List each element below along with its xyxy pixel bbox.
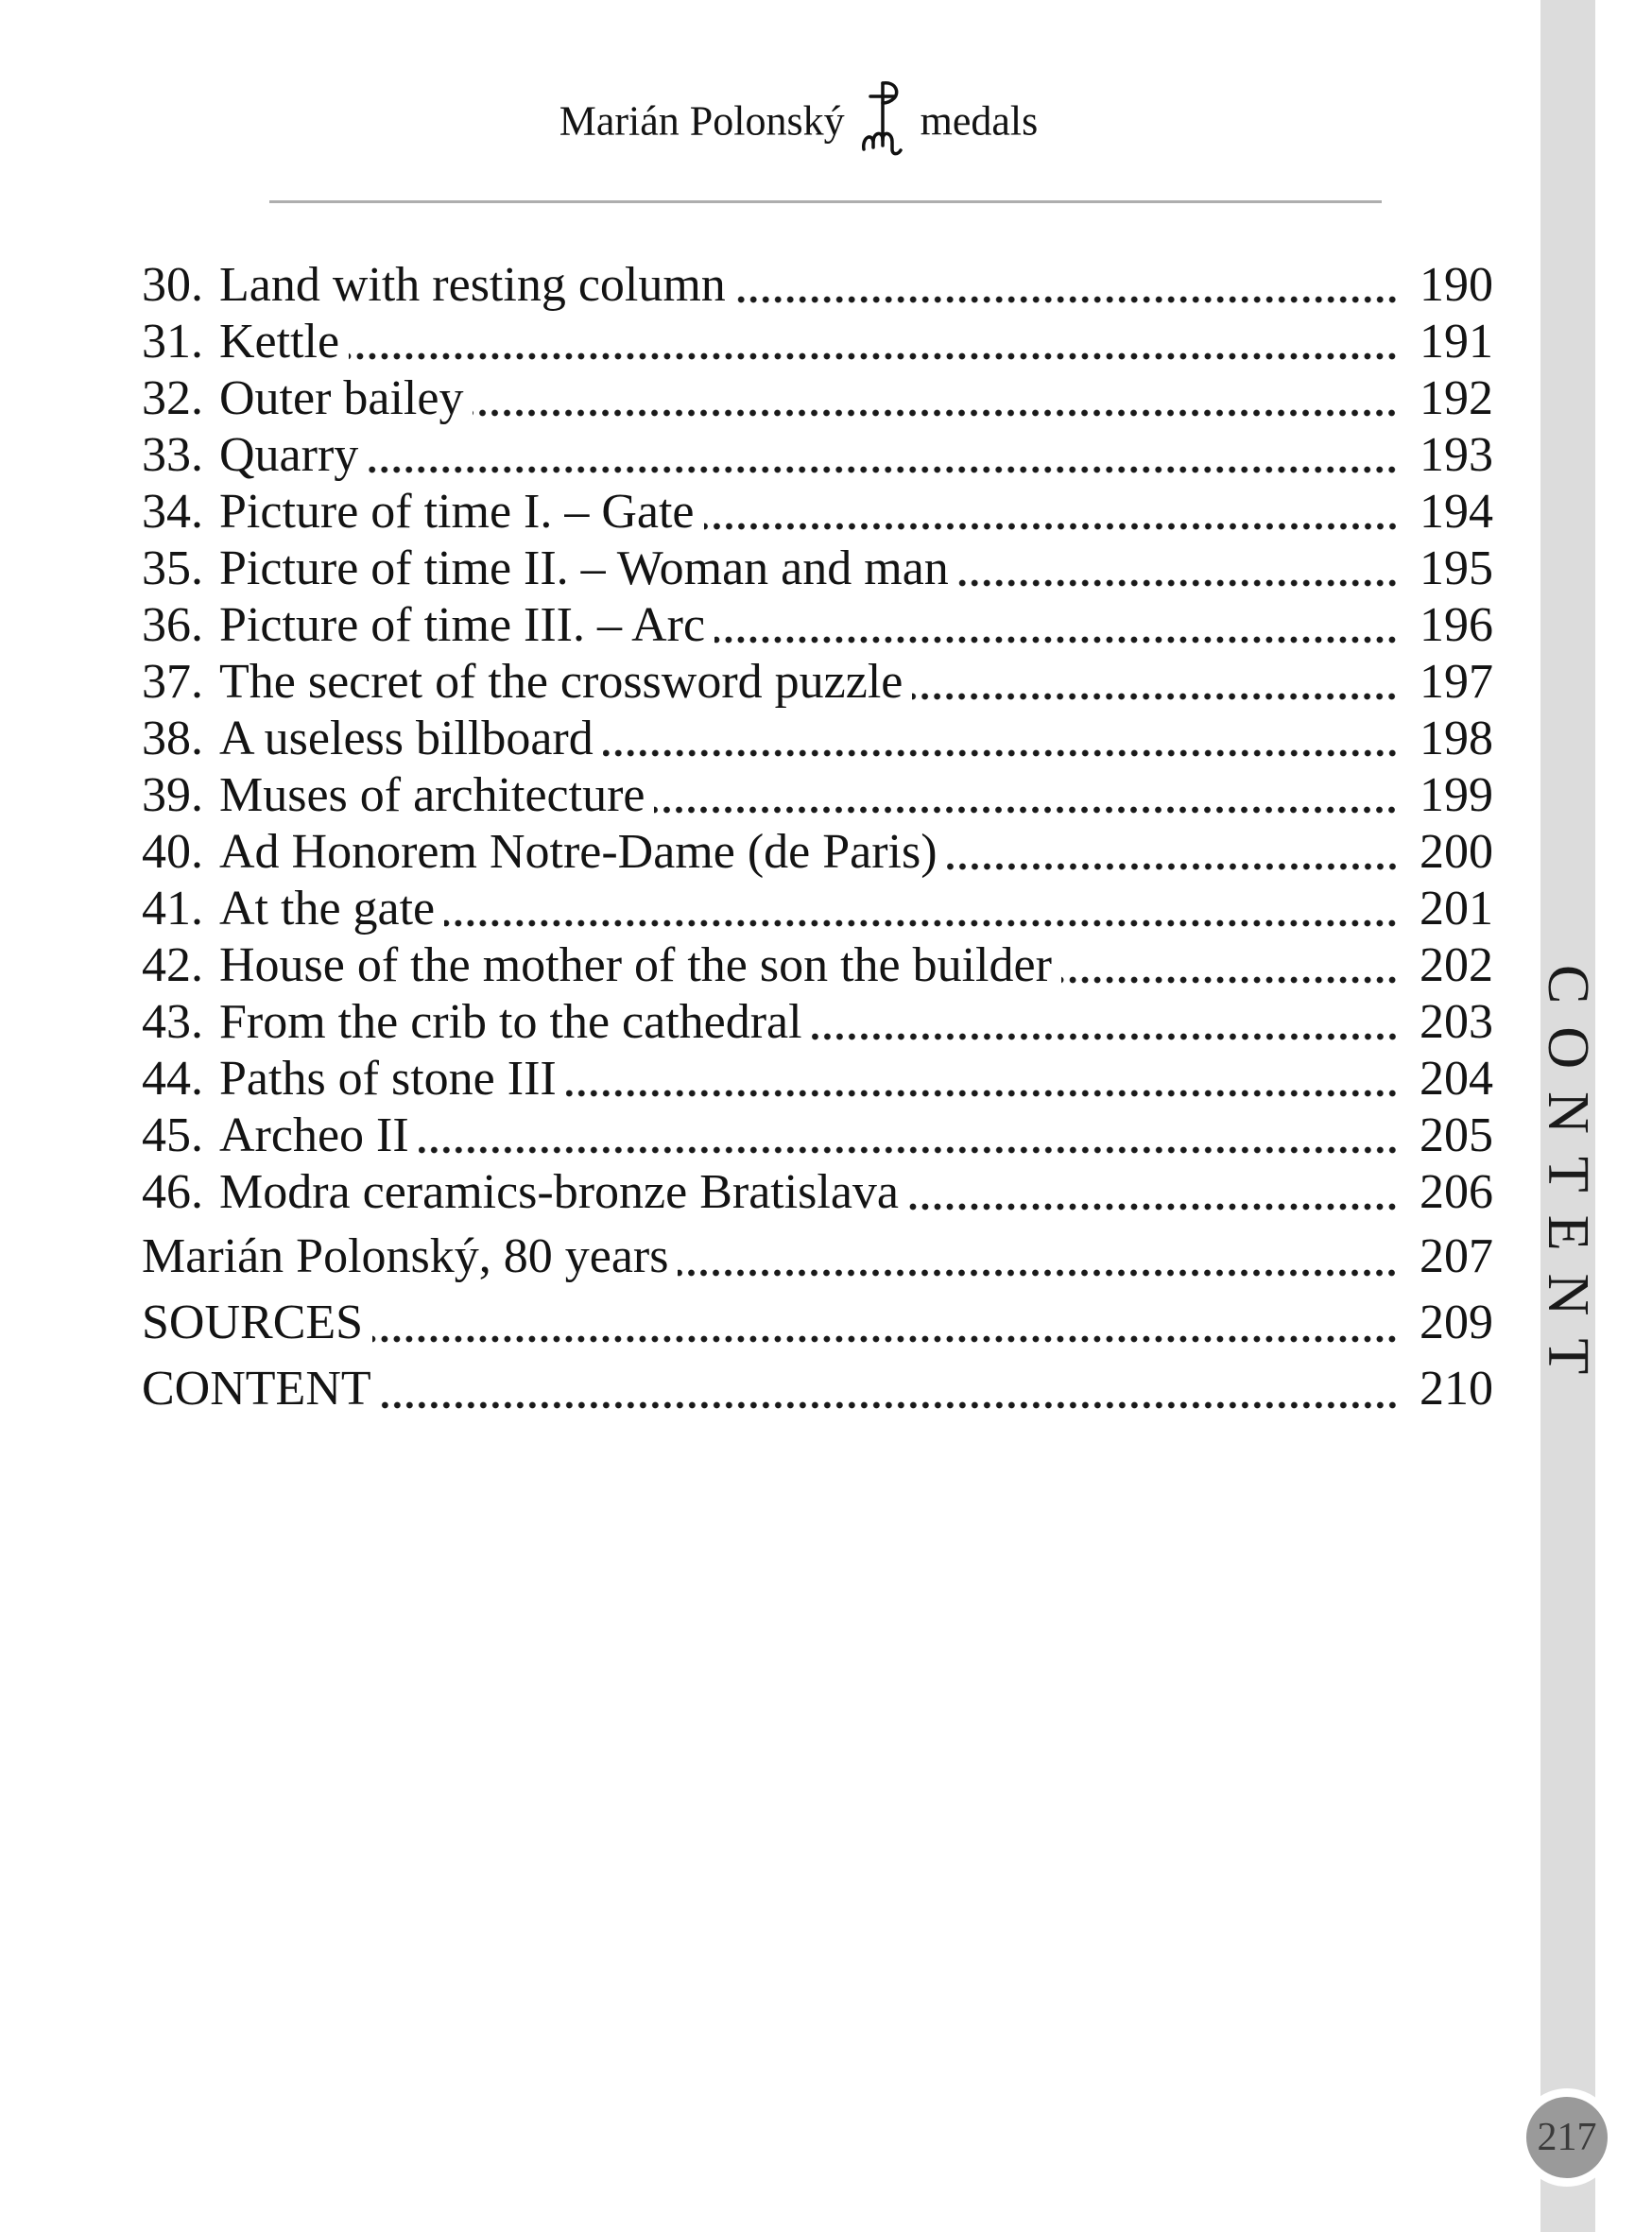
toc-entry-number: 33. [142, 428, 203, 482]
dot-leader [645, 767, 1402, 824]
dot-leader [903, 654, 1402, 711]
toc-entry-number: 35. [142, 541, 203, 595]
toc-entry-title: Picture of time III. – Arc [219, 598, 706, 652]
toc-entry [142, 654, 1493, 711]
toc-entry-title: Kettle [219, 315, 340, 369]
toc-entry-page: 201 [1420, 882, 1493, 936]
toc-entry [142, 1107, 1493, 1164]
toc-entry-page: 191 [1420, 315, 1493, 369]
toc-entry [142, 711, 1493, 767]
toc-entry-page: 200 [1420, 825, 1493, 879]
dot-leader [695, 484, 1402, 541]
toc-entry [142, 881, 1493, 937]
dot-leader [409, 1107, 1402, 1164]
dot-leader [949, 541, 1402, 597]
toc-entry-title: At the gate [219, 882, 436, 936]
toc-entry-title: Marián Polonský, 80 years [142, 1229, 669, 1283]
toc-extra-entry [142, 1359, 1493, 1419]
toc-entry [142, 994, 1493, 1051]
toc-entry-number: 36. [142, 598, 203, 652]
toc-entry-page: 204 [1420, 1052, 1493, 1106]
dot-leader [594, 711, 1402, 767]
toc-entry-page: 193 [1420, 428, 1493, 482]
toc-entry-page: 192 [1420, 371, 1493, 425]
page-header [0, 79, 1597, 163]
toc-entry-title: Outer bailey [219, 371, 464, 425]
toc-entry-number: 39. [142, 768, 203, 822]
toc-entry-title: From the crib to the cathedral [219, 995, 802, 1049]
toc-extra-entry [142, 1293, 1493, 1353]
dot-leader [899, 1164, 1402, 1221]
toc-entry-number: 40. [142, 825, 203, 879]
toc-entry [142, 257, 1493, 314]
toc-entry-title: Paths of stone III [219, 1052, 557, 1106]
toc-entry-title: Ad Honorem Notre-Dame (de Paris) [219, 825, 938, 879]
toc-entry-title: Archeo II [219, 1108, 409, 1162]
toc-entry-title: Quarry [219, 428, 359, 482]
dot-leader [339, 314, 1402, 370]
sidebar-vertical-label: CONTENT [1536, 965, 1600, 1398]
toc-list [142, 257, 1493, 1419]
toc-entry [142, 370, 1493, 427]
toc-entry-page: 197 [1420, 655, 1493, 709]
header-divider [269, 200, 1382, 203]
page-number-badge [1518, 2088, 1616, 2187]
toc-entry-number: 46. [142, 1165, 203, 1219]
toc-entry-number: 30. [142, 258, 203, 312]
toc-entry [142, 1051, 1493, 1107]
toc-entry-number: 41. [142, 882, 203, 936]
dot-leader [802, 994, 1402, 1051]
toc-entry-page: 209 [1420, 1296, 1493, 1349]
toc-entry-title: Modra ceramics-bronze Bratislava [219, 1165, 900, 1219]
polonsky-monogram-icon [858, 77, 907, 161]
toc-entry-page: 207 [1420, 1229, 1493, 1283]
toc-entry-title: SOURCES [142, 1296, 364, 1349]
dot-leader [705, 597, 1402, 654]
toc-entry-number: 45. [142, 1108, 203, 1162]
dot-leader [363, 1293, 1402, 1353]
toc-entry-page: 202 [1420, 938, 1493, 992]
dot-leader [463, 370, 1402, 427]
toc-entry [142, 314, 1493, 370]
dot-leader [668, 1227, 1402, 1287]
toc-entry-number: 43. [142, 995, 203, 1049]
toc-entry [142, 597, 1493, 654]
toc-extra-entry [142, 1227, 1493, 1287]
toc-entry-title: Picture of time II. – Woman and man [219, 541, 949, 595]
toc-entry-number: 44. [142, 1052, 203, 1106]
toc-entry-title: The secret of the crossword puzzle [219, 655, 903, 709]
toc-entry-page: 190 [1420, 258, 1493, 312]
header-author: Marián Polonský [559, 97, 845, 145]
toc-entry-number: 42. [142, 938, 203, 992]
toc-entry-title: House of the mother of the son the builder [219, 938, 1052, 992]
page-number: 217 [1537, 2116, 1597, 2159]
toc-entry-page: 199 [1420, 768, 1493, 822]
toc-entry-title: Land with resting column [219, 258, 726, 312]
toc-entry [142, 484, 1493, 541]
dot-leader [435, 881, 1402, 937]
toc-entry [142, 824, 1493, 881]
toc-entry-title: A useless billboard [219, 712, 594, 765]
dot-leader [557, 1051, 1402, 1107]
toc-entry-page: 210 [1420, 1362, 1493, 1416]
toc-entry-title: Muses of architecture [219, 768, 645, 822]
toc-entry-number: 32. [142, 371, 203, 425]
dot-leader [371, 1359, 1402, 1419]
toc-entry [142, 1164, 1493, 1221]
dot-leader [726, 257, 1402, 314]
toc-entry-page: 205 [1420, 1108, 1493, 1162]
toc-entry-page: 194 [1420, 485, 1493, 539]
toc-entry-number: 31. [142, 315, 203, 369]
dot-leader [358, 427, 1402, 484]
dot-leader [1052, 937, 1402, 994]
toc-entry-page: 196 [1420, 598, 1493, 652]
toc-entry-page: 203 [1420, 995, 1493, 1049]
toc-entry-number: 37. [142, 655, 203, 709]
toc-entry-title: Picture of time I. – Gate [219, 485, 695, 539]
toc-entry [142, 541, 1493, 597]
toc-entry-page: 206 [1420, 1165, 1493, 1219]
header-suffix: medals [920, 97, 1039, 145]
toc-entry-title: CONTENT [142, 1362, 371, 1416]
toc-entry [142, 937, 1493, 994]
toc-entry [142, 767, 1493, 824]
toc-entry-page: 195 [1420, 541, 1493, 595]
toc-entry-number: 38. [142, 712, 203, 765]
toc-entry-page: 198 [1420, 712, 1493, 765]
toc-entry [142, 427, 1493, 484]
dot-leader [938, 824, 1402, 881]
toc-entry-number: 34. [142, 485, 203, 539]
